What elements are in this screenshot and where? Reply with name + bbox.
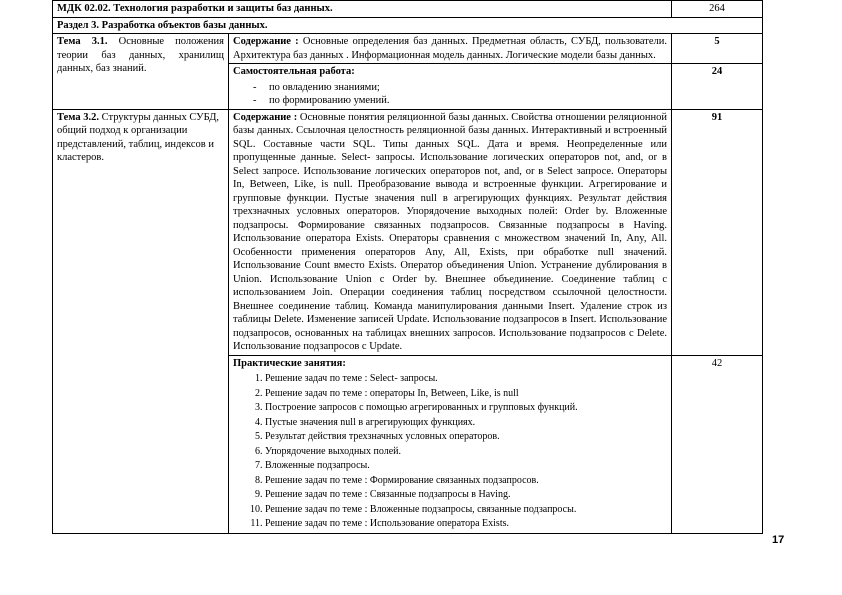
topic2-practice-label: Практические занятия:: [233, 357, 346, 369]
list-item: 1. Решение задач по теме : Select- запросы.: [265, 372, 667, 387]
list-item: 9. Решение задач по теме : Связанные подзапросы в Having.: [265, 488, 667, 503]
topic1-selfwork-hours: 24: [672, 64, 763, 110]
topic1-title: [53, 34, 229, 110]
topic2-content-text: Основные понятия реляционной базы данных. Свойства отношении реляционной базы данных. Ссылочная целостность реляционной базы данных. Интерактивный и встроенный SQL. Составные части SQL. Типы данных SQL. Дата и время. Неопределенные или пропущенные данные. Select- запросы. Использование логических операторов not, and, or в Select запросе. Использование логических операторов not, and, or в Select запросе. Операторы In, Between, Like, is null. Преобразование вывода и встроенные функции. Агрегирование и групповые функции. Пустые значения null в агрегирующих функциях. Результат действия трехзначных условных операторов. Упорядочение выходных полей: Order by. Вложенные подзапросы. Формирование связанных подзапросов. Связанные подзапросы в Having. Использование оператора Exists. Операторы сравнения с множеством значений In, Any, All. Особенности применения операторов Any, All, Exists, при обработке null значений. Использование Count вместо Exists. Оператор объединения Union. Устранение дублирования в Union. Использование Union с Order by. Внешнее объединение. Соединение таблиц с использованием Join. Операции соединения таблиц посредством ссылочной целостности. Внешнее соединение таблиц. Команда манипулирования данными Insert. Удаление строк из таблицы Delete. Изменение записей Update. Использование подзапросов в Insert. Использование подзапросов, основанных на таблицах внешних запросов. Использование подзапросов с Delete. Использование подзапросов с Update.: [233, 111, 668, 352]
topic1-content: [229, 34, 672, 64]
list-item: 7. Вложенные подзапросы.: [265, 459, 667, 474]
list-item: 8. Решение задач по теме : Формирование связанных подзапросов.: [265, 474, 667, 489]
topic2-content-hours: 91: [672, 109, 763, 355]
topic2-number: Тема 3.2.: [57, 111, 99, 123]
topic1-content-row: [53, 34, 763, 64]
course-hours: 264: [672, 1, 763, 18]
topic2-content-row: [53, 109, 763, 355]
list-item: 4. Пустые значения null в агрегирующих функциях.: [265, 416, 667, 431]
topic1-selfwork-label: Самостоятельная работа:: [233, 66, 355, 77]
list-item: 5. Результат действия трехзначных условных операторов.: [265, 430, 667, 445]
curriculum-table: [52, 0, 763, 534]
list-item: 3. Построение запросов с помощью агрегированных и групповых функций.: [265, 401, 667, 416]
topic2-practice-list: [233, 372, 667, 532]
section-title: Раздел 3. Разработка объектов базы данных.: [53, 17, 763, 34]
topic1-content-text: Основные определения баз данных. Предметная область, СУБД, пользователи. Архитектура баз данных . Информационная модель данных. Логические модели базы данных.: [233, 36, 668, 61]
topic2-content: [229, 109, 672, 355]
topic2-title: [53, 109, 229, 533]
topic1-content-label: Содержание :: [233, 36, 299, 47]
topic1-number: Тема 3.1.: [57, 36, 108, 47]
list-item: 11. Решение задач по теме : Использование оператора Exists.: [265, 517, 667, 532]
topic1-selfwork-list: [233, 81, 667, 108]
topic2-content-label: Содержание :: [233, 111, 298, 123]
section-row: [53, 17, 763, 34]
list-item: 6. Упорядочение выходных полей.: [265, 445, 667, 460]
topic1-selfwork: [229, 64, 672, 110]
list-item: 10. Решение задач по теме : Вложенные подзапросы, связанные подзапросы.: [265, 503, 667, 518]
course-title: МДК 02.02. Технология разработки и защиты баз данных.: [53, 1, 672, 18]
list-item: - по формированию умений.: [253, 94, 667, 108]
topic1-content-hours: 5: [672, 34, 763, 64]
header-row: [53, 1, 763, 18]
topic2-name: Структуры данных СУБД, общий подход к организации представлений, таблиц, индексов и кластеров.: [57, 111, 220, 163]
list-item: 2. Решение задач по теме : операторы In, Between, Like, is null: [265, 387, 667, 402]
topic1-name: Основные положения теории баз данных, хранилищ данных, баз знаний.: [57, 36, 224, 74]
page-number: 17: [772, 534, 785, 546]
topic2-practice-hours: 42: [672, 355, 763, 533]
list-item: - по овладению знаниями;: [253, 81, 667, 95]
topic2-practice: [229, 355, 672, 533]
